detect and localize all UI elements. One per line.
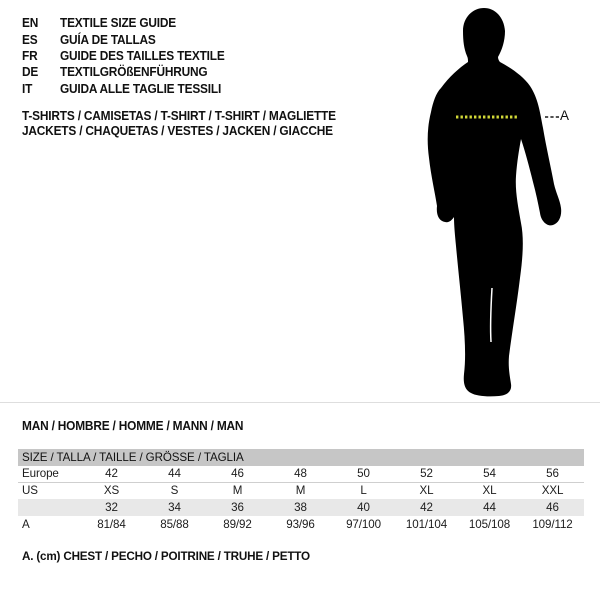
- language-title: GUIDA ALLE TAGLIE TESSILI: [60, 81, 222, 96]
- language-title: GUÍA DE TALLAS: [60, 32, 156, 47]
- size-cell: L: [360, 484, 367, 498]
- size-cell: M: [295, 484, 306, 498]
- size-cell: 48: [294, 467, 307, 481]
- size-table-header-label: SIZE / TALLA / TAILLE / GRÖSSE / TAGLIA: [22, 450, 244, 464]
- divider-line: [0, 402, 600, 403]
- language-code: DE: [22, 65, 39, 80]
- size-cell: 44: [483, 501, 496, 515]
- section-title-man: MAN / HOMBRE / HOMME / MANN / MAN: [22, 419, 244, 433]
- size-table: [18, 449, 584, 533]
- size-cell: 97/100: [346, 518, 381, 532]
- size-cell: 32: [105, 501, 118, 515]
- size-cell: XS: [103, 484, 120, 498]
- size-cell: 89/92: [223, 518, 252, 532]
- size-cell: XL: [482, 484, 497, 498]
- language-list: [22, 15, 225, 97]
- size-cell: 105/108: [468, 518, 511, 532]
- size-cell: 85/88: [160, 518, 189, 532]
- language-code: EN: [22, 16, 39, 31]
- size-cell: M: [232, 484, 243, 498]
- size-cell: 40: [357, 501, 370, 515]
- size-cell: 46: [546, 501, 559, 515]
- size-cell: 34: [168, 501, 181, 515]
- size-cell: 44: [168, 467, 181, 481]
- size-table-stripe-row: [18, 499, 584, 516]
- size-cell: S: [170, 484, 179, 498]
- size-cell: 38: [294, 501, 307, 515]
- language-title: GUIDE DES TAILLES TEXTILE: [60, 48, 225, 63]
- size-cell: 56: [546, 467, 559, 481]
- size-cell: 93/96: [286, 518, 315, 532]
- size-cell: 42: [420, 501, 433, 515]
- size-cell: XL: [419, 484, 434, 498]
- row-label: US: [22, 484, 38, 498]
- garment-line-jackets: JACKETS / CHAQUETAS / VESTES / JACKEN / GIACCHE: [22, 124, 333, 139]
- size-cell: XXL: [541, 484, 564, 498]
- row-label: Europe: [22, 467, 59, 481]
- language-row-fr: [22, 48, 225, 64]
- size-cell: 46: [231, 467, 244, 481]
- table-row-europe: [18, 466, 584, 483]
- size-cell: 52: [420, 467, 433, 481]
- language-code: ES: [22, 32, 38, 47]
- language-code: IT: [22, 81, 33, 96]
- footnote-chest: A. (cm) CHEST / PECHO / POITRINE / TRUHE / PETTO: [22, 549, 310, 563]
- garment-types: [22, 109, 336, 140]
- size-cell: 50: [357, 467, 370, 481]
- man-silhouette: [428, 8, 562, 396]
- size-cell: 81/84: [97, 518, 126, 532]
- row-label: A: [22, 518, 30, 532]
- table-row-us: [18, 483, 584, 500]
- language-row-en: [22, 15, 225, 31]
- size-cell: 101/104: [405, 518, 448, 532]
- language-code: FR: [22, 48, 38, 63]
- garment-line-tshirts: T-SHIRTS / CAMISETAS / T-SHIRT / T-SHIRT / MAGLIETTE: [22, 109, 336, 123]
- man-silhouette-svg: [410, 0, 600, 410]
- measure-label-a: A: [560, 108, 570, 123]
- size-cell: 109/112: [532, 518, 573, 532]
- size-cell: 42: [105, 467, 118, 481]
- language-row-es: [22, 31, 225, 47]
- size-cell: 36: [231, 501, 244, 515]
- language-row-it: [22, 81, 225, 97]
- language-row-de: [22, 64, 225, 80]
- size-cell: 54: [483, 467, 496, 481]
- table-row-chest-a: [18, 516, 584, 533]
- language-title: TEXTILE SIZE GUIDE: [60, 16, 177, 31]
- size-table-header-row: [18, 449, 584, 466]
- language-title: TEXTILGRÖßENFÜHRUNG: [60, 65, 208, 80]
- man-silhouette-figure: [410, 0, 600, 410]
